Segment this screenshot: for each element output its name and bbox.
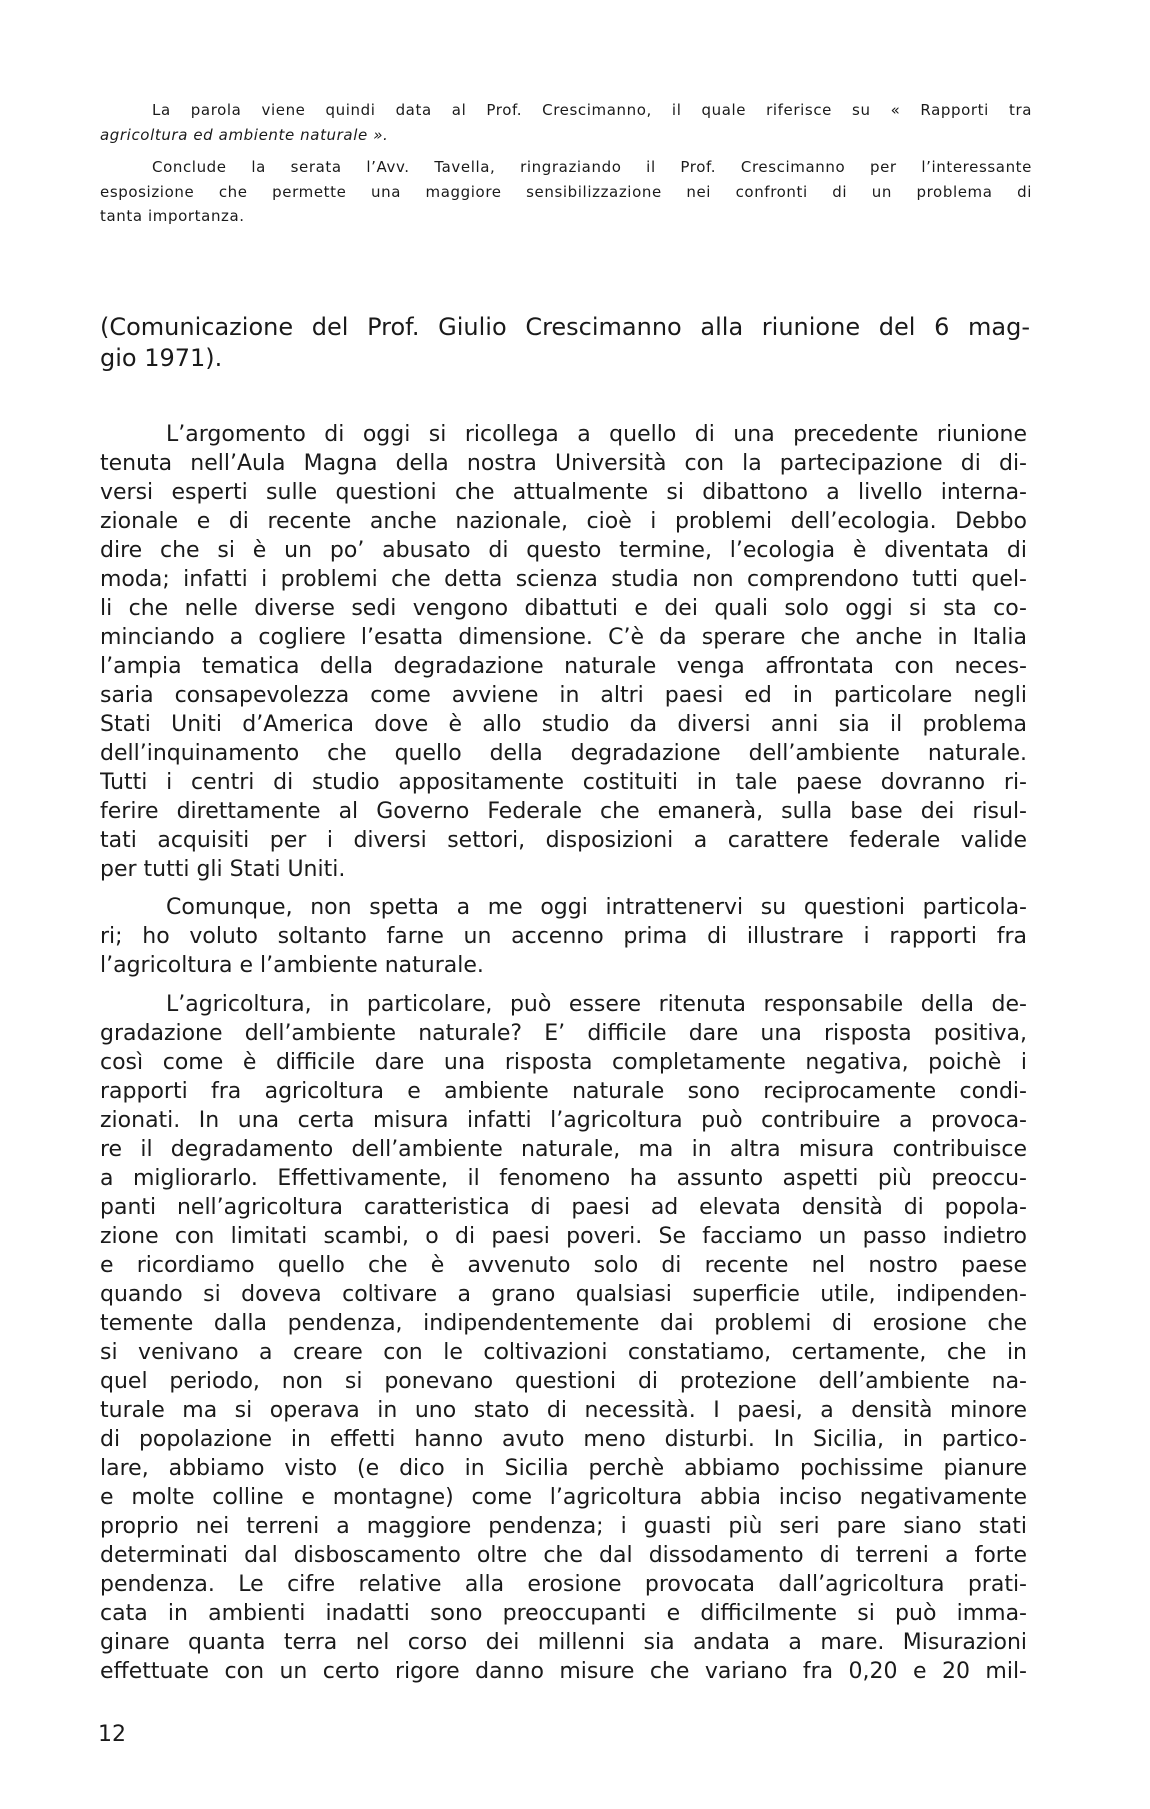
body-line: re il degradamento dell’ambiente naturale, ma in altra misura contribuisce: [100, 1137, 1027, 1162]
body-line: lare, abbiamo visto (e dico in Sicilia perchè abbiamo pochissime pianure: [100, 1456, 1027, 1481]
body-line: tenuta nell’Aula Magna della nostra Università con la partecipazione di di-: [100, 451, 1027, 476]
body-line: ginare quanta terra nel corso dei millenni sia andata a mare. Misurazioni: [100, 1630, 1027, 1655]
body-line: tati acquisiti per i diversi settori, disposizioni a carattere federale valide: [100, 828, 1027, 853]
body-line: quando si doveva coltivare a grano qualsiasi superficie utile, indipenden-: [100, 1282, 1027, 1307]
body-line: di popolazione in effetti hanno avuto meno disturbi. In Sicilia, in partico-: [100, 1427, 1027, 1452]
body-line: per tutti gli Stati Uniti.: [100, 857, 346, 882]
body-line: temente dalla pendenza, indipendentemente dai problemi di erosione che: [100, 1311, 1027, 1336]
body-line: minciando a cogliere l’esatta dimensione. C’è da sperare che anche in Italia: [100, 625, 1027, 650]
body-line: Stati Uniti d’America dove è allo studio da diversi anni sia il problema: [100, 712, 1027, 737]
intro-line: esposizione che permette una maggiore sensibilizzazione nei confronti di un problema di: [100, 183, 1032, 201]
body-line: cata in ambienti inadatti sono preoccupanti e difficilmente si può imma-: [100, 1601, 1027, 1626]
body-line: rapporti fra agricoltura e ambiente naturale sono reciprocamente condi-: [100, 1079, 1027, 1104]
intro-line: agricoltura ed ambiente naturale ».: [100, 126, 389, 144]
body-line: Comunque, non spetta a me oggi intrattenervi su questioni particola-: [166, 895, 1027, 920]
body-line: l’ampia tematica della degradazione naturale venga affrontata con neces-: [100, 654, 1027, 679]
body-line: proprio nei terreni a maggiore pendenza; i guasti più seri pare siano stati: [100, 1514, 1027, 1539]
body-line: panti nell’agricoltura caratteristica di paesi ad elevata densità di popola-: [100, 1195, 1027, 1220]
body-line: si venivano a creare con le coltivazioni constatiamo, certamente, che in: [100, 1340, 1027, 1365]
body-line: L’agricoltura, in particolare, può essere ritenuta responsabile della de-: [166, 992, 1027, 1017]
body-line: dire che si è un po’ abusato di questo termine, l’ecologia è diventata di: [100, 538, 1027, 563]
body-line: L’argomento di oggi si ricollega a quello di una precedente riunione: [166, 422, 1027, 447]
body-line: gradazione dell’ambiente naturale? E’ difficile dare una risposta positiva,: [100, 1021, 1027, 1046]
body-line: l’agricoltura e l’ambiente naturale.: [100, 953, 484, 978]
page-number: 12: [98, 1722, 126, 1747]
body-line: li che nelle diverse sedi vengono dibattuti e dei quali solo oggi si sta co-: [100, 596, 1027, 621]
body-line: quel periodo, non si ponevano questioni di protezione dell’ambiente na-: [100, 1369, 1027, 1394]
body-line: e molte colline e montagne) come l’agricoltura abbia inciso negativamente: [100, 1485, 1027, 1510]
body-line: ri; ho voluto soltanto farne un accenno prima di illustrare i rapporti fra: [100, 924, 1027, 949]
intro-line: tanta importanza.: [100, 207, 245, 225]
body-line: e ricordiamo quello che è avvenuto solo di recente nel nostro paese: [100, 1253, 1027, 1278]
intro-line: Conclude la serata l’Avv. Tavella, ringraziando il Prof. Crescimanno per l’interessante: [152, 158, 1032, 176]
body-line: ferire direttamente al Governo Federale che emanerà, sulla base dei risul-: [100, 799, 1027, 824]
body-line: moda; infatti i problemi che detta scienza studia non comprendono tutti quel-: [100, 567, 1027, 592]
body-line: determinati dal disboscamento oltre che dal dissodamento di terreni a forte: [100, 1543, 1027, 1568]
body-line: dell’inquinamento che quello della degradazione dell’ambiente naturale.: [100, 741, 1027, 766]
body-line: zionati. In una certa misura infatti l’agricoltura può contribuire a provoca-: [100, 1108, 1027, 1133]
body-line: zionale e di recente anche nazionale, cioè i problemi dell’ecologia. Debbo: [100, 509, 1027, 534]
body-line: versi esperti sulle questioni che attualmente si dibattono a livello interna-: [100, 480, 1027, 505]
body-line: effettuate con un certo rigore danno misure che variano fra 0,20 e 20 mil-: [100, 1659, 1027, 1684]
body-line: turale ma si operava in uno stato di necessità. I paesi, a densità minore: [100, 1398, 1027, 1423]
body-line: Tutti i centri di studio appositamente costituiti in tale paese dovranno ri-: [100, 770, 1027, 795]
body-line: saria consapevolezza come avviene in altri paesi ed in particolare negli: [100, 683, 1027, 708]
communication-heading: (Comunicazione del Prof. Giulio Crescimanno alla riunione del 6 mag-: [100, 313, 1030, 341]
body-line: pendenza. Le cifre relative alla erosione provocata dall’agricoltura prati-: [100, 1572, 1027, 1597]
body-line: a migliorarlo. Effettivamente, il fenomeno ha assunto aspetti più preoccu-: [100, 1166, 1027, 1191]
intro-line: La parola viene quindi data al Prof. Crescimanno, il quale riferisce su « Rapporti tra: [152, 101, 1032, 119]
communication-heading: gio 1971).: [100, 344, 223, 372]
body-line: zione con limitati scambi, o di paesi poveri. Se facciamo un passo indietro: [100, 1224, 1027, 1249]
body-line: così come è difficile dare una risposta completamente negativa, poichè i: [100, 1050, 1027, 1075]
